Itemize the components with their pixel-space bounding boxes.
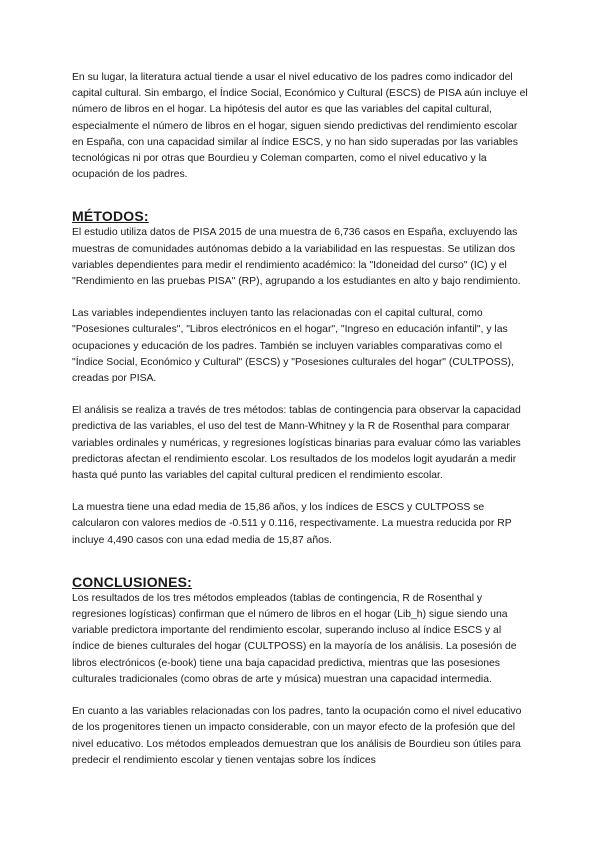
metodos-paragraph-4: La muestra tiene una edad media de 15,86 años, y los índices de ESCS y CULTPOSS se calcularon con valores medios de -0.511 y 0.116, respectivamente. La muestra reducida por RP incluye 4,490 casos con una edad media de 15,87 años. (72, 502, 512, 546)
document-page (72, 70, 530, 769)
metodos-paragraph-3: El análisis se realiza a través de tres métodos: tablas de contingencia para observar la capacidad predictiva de las variables, el uso del test de Mann-Whitney y la R de Rosenthal para comparar variables ordinales y numéricas, y regresiones logísticas binarias para evaluar cómo las variables predictoras afectan el rendimiento escolar. Los resultados de los modelos logit ayudarán a medir hasta qué punto las variables del capital cultural predicen el rendimiento escolar. (72, 405, 521, 482)
conclusiones-paragraph-2: En cuanto a las variables relacionadas con los padres, tanto la ocupación como el nivel educativo de los progenitores tienen un impacto considerable, con un mayor efecto de la profesión que del nivel educativo. Los métodos empleados demuestran que los análisis de Bourdieu son útiles para predecir el rendimiento escolar y tienen ventajas sobre los índices (72, 706, 522, 766)
metodos-paragraph-1: El estudio utiliza datos de PISA 2015 de una muestra de 6,736 casos en España, excluyendo las muestras de comunidades autónomas debido a la variabilidad en las respuestas. Se utilizan dos variables dependientes para medir el rendimiento académico: la "Idoneidad del curso" (IC) y el "Rendimiento en las pruebas PISA" (RP), agrupando a los estudiantes en alto y bajo rendimiento. (72, 227, 521, 288)
conclusiones-paragraph-1: Los resultados de los tres métodos empleados (tablas de contingencia, R de Rosenthal y regresiones logísticas) confirman que el número de libros en el hogar (Lib_h) sigue siendo una variable predictora importante del rendimiento escolar, superando incluso al índice ESCS y al índice de bienes culturales del hogar (CULTPOSS) en la mayoría de los análisis. La posesión de libros electrónicos (e-book) tiene una baja capacidad predictiva, mientras que las posesiones culturales tradicionales (como obras de arte y música) muestran una capacidad intermedia. (72, 592, 517, 685)
metodos-paragraph-2: Las variables independientes incluyen tanto las relacionadas con el capital cultural, como "Posesiones culturales", "Libros electrónicos en el hogar", "Ingreso en educación infantil", y las ocupaciones y educación de los padres. También se incluyen variables comparativas como el "Índice Social, Económico y Cultural" (ESCS) y "Posesiones culturales del hogar" (CULTPOSS), creadas por PISA. (72, 308, 514, 385)
intro-paragraph: En su lugar, la literatura actual tiende a usar el nivel educativo de los padres como indicador del capital cultural. Sin embargo, el Índice Social, Económico y Cultural (ESCS) de PISA aún incluye el número de libros en el hogar. La hipótesis del autor es que las variables del capital cultural, especialmente el número de libros en el hogar, siguen siendo predictivas del rendimiento escolar en España, con una capacidad similar al índice ESCS, y no han sido superadas por las variables tecnológicas ni por otras que Bourdieu y Coleman comparten, como el nivel educativo y la ocupación de los padres. (72, 72, 528, 181)
conclusiones-heading: CONCLUSIONES: (72, 573, 193, 590)
metodos-heading: MÉTODOS: (72, 208, 149, 225)
